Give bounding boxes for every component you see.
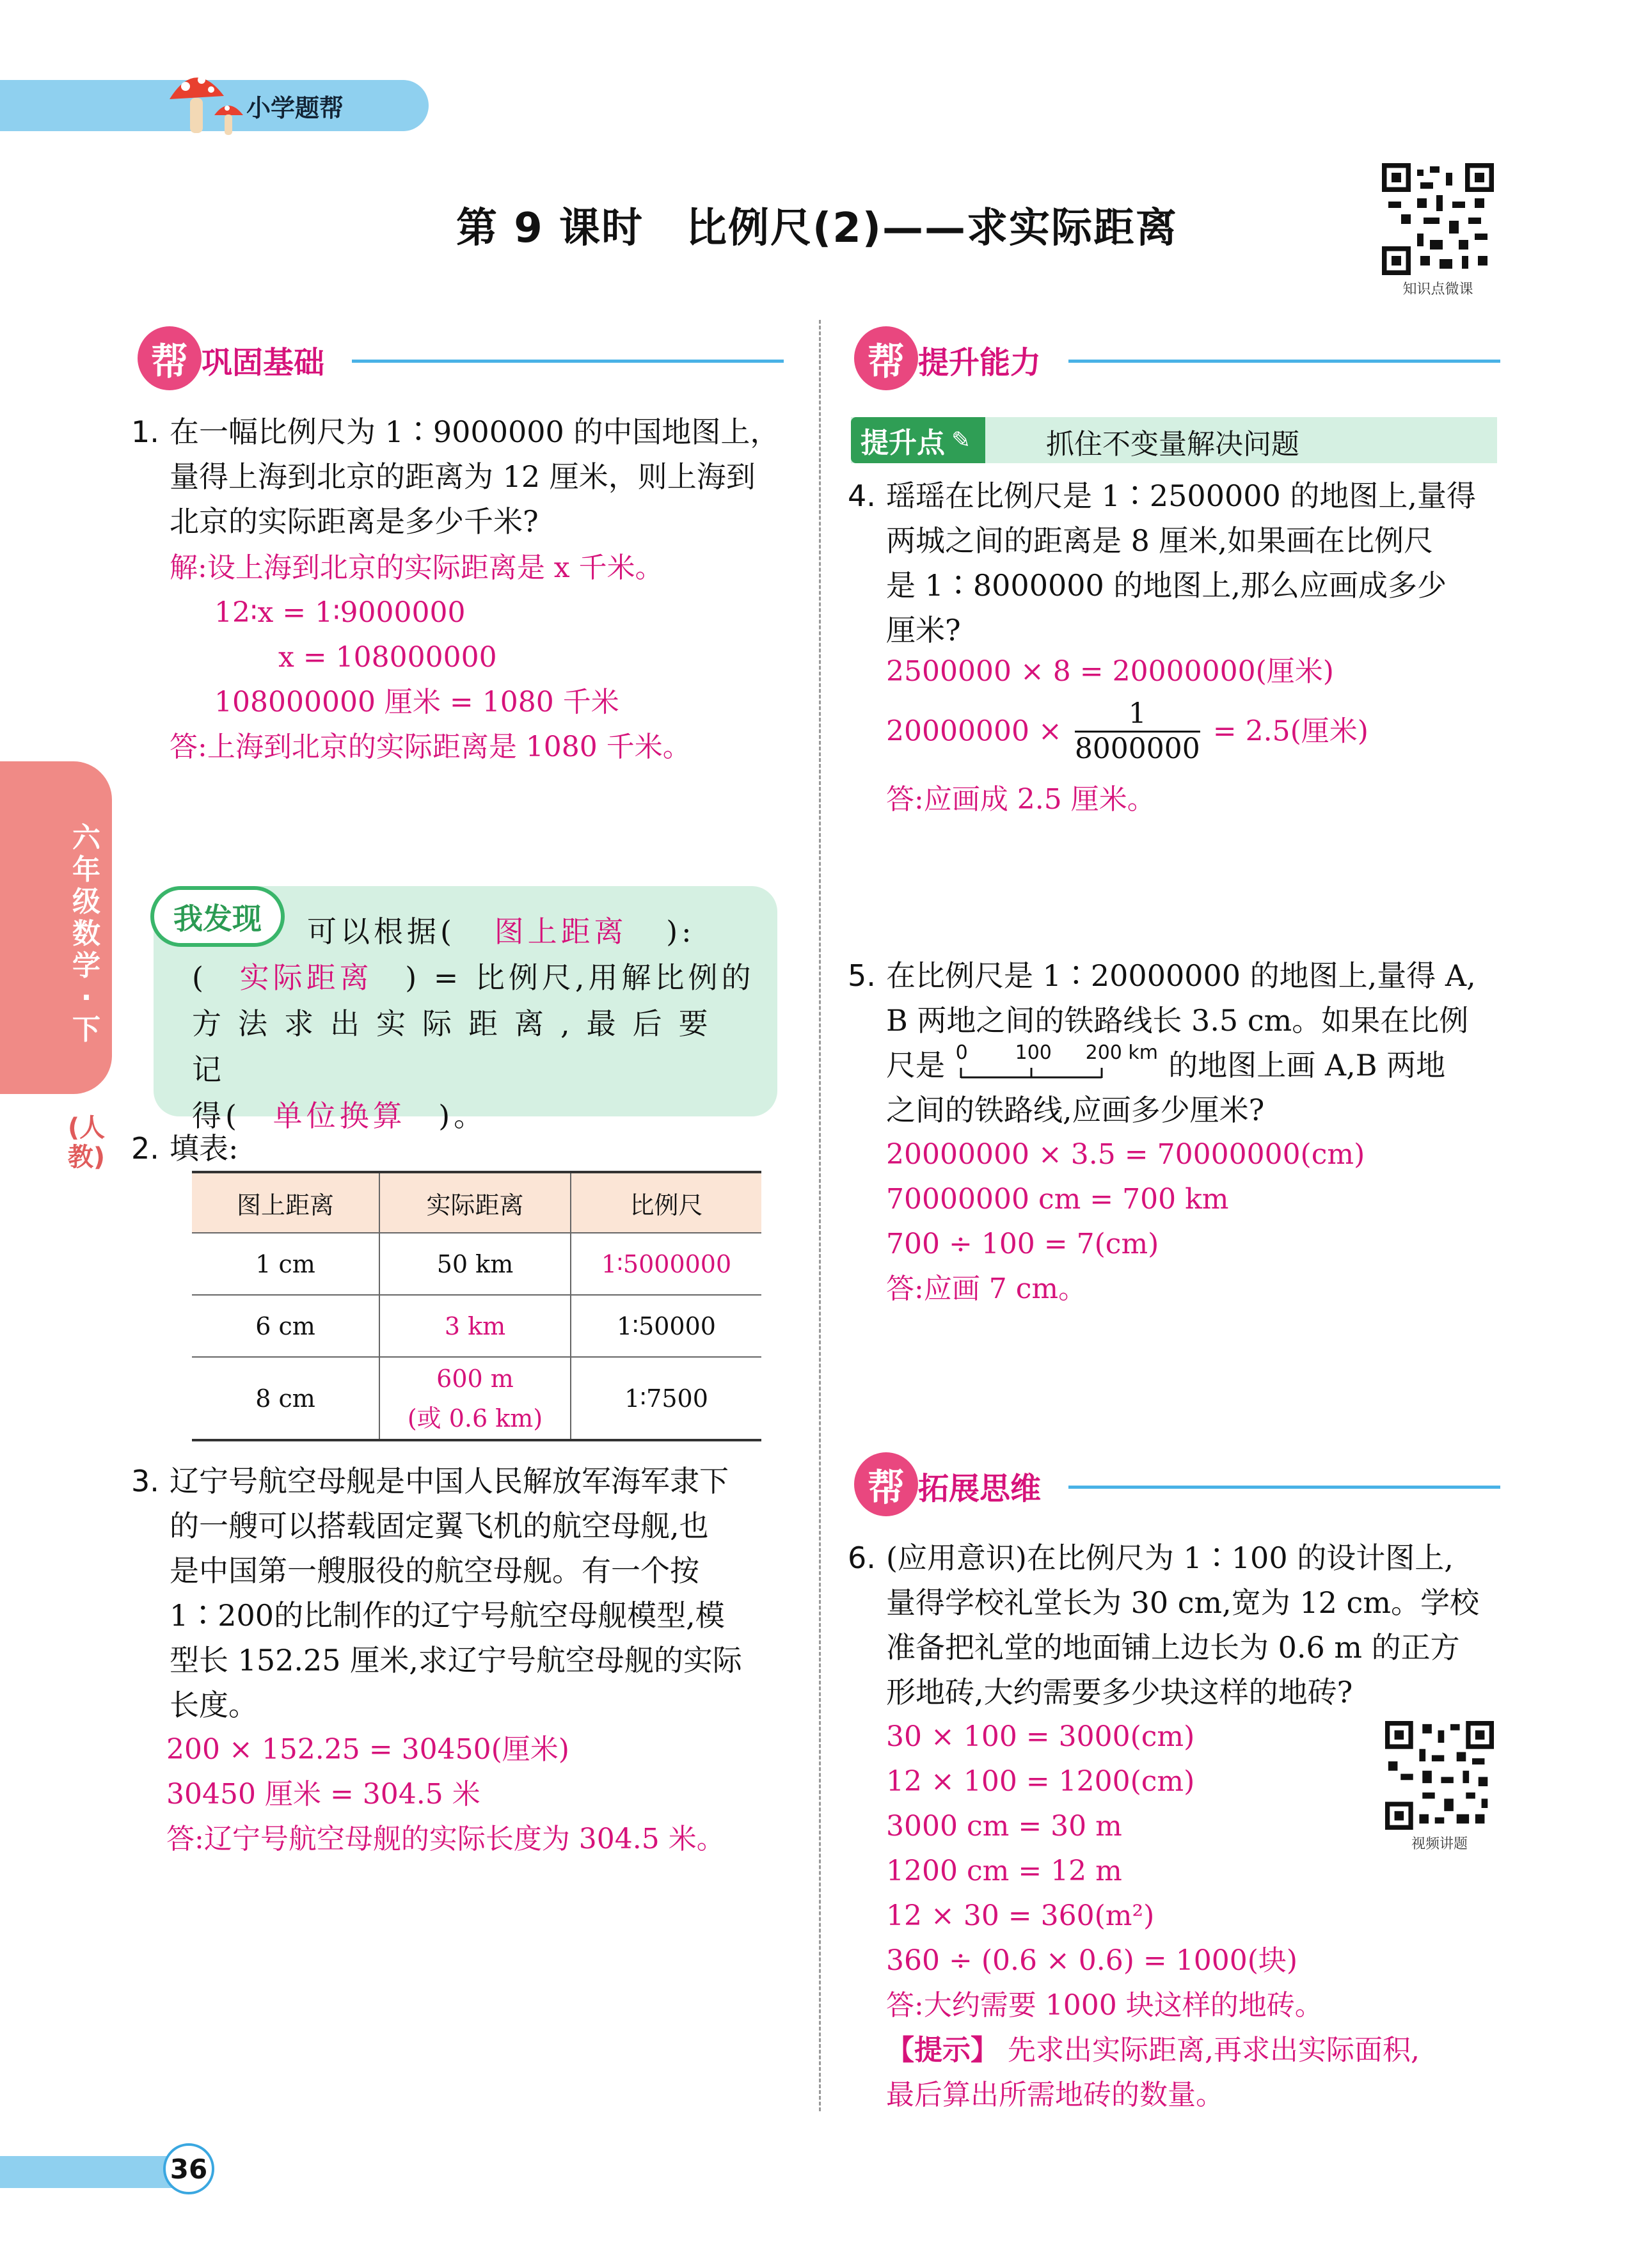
q2-number: 2. — [131, 1131, 159, 1166]
table-header: 比例尺 — [571, 1172, 761, 1233]
table-row — [192, 1233, 761, 1295]
q5-answer-line-1: 20000000 × 3.5 = 70000000(cm) — [886, 1138, 1365, 1171]
qr-code-video[interactable] — [1385, 1721, 1494, 1830]
q6-hint-tag: 【提示】 — [886, 2034, 999, 2066]
scale-label-100: 100 — [1015, 1042, 1052, 1064]
section-extend-title: 拓展思维 — [918, 1471, 1042, 1507]
q3-answer-line-3: 答:辽宁号航空母舰的实际长度为 304.5 米。 — [166, 1823, 725, 1855]
q6-hint-text-1: 先求出实际距离,再求出实际面积, — [1008, 2034, 1420, 2066]
q6-answer-line-1: 30 × 100 = 3000(cm) — [886, 1720, 1195, 1753]
q1-answer-line-3: x = 108000000 — [278, 641, 497, 674]
q4-answer-line-2 — [886, 697, 1368, 766]
table-cell-answer: 3 km — [379, 1295, 571, 1357]
q6-answer-line-3: 3000 cm = 30 m — [886, 1810, 1122, 1843]
discovery-l1-c: ): — [666, 914, 695, 949]
q6-answer-line-5: 12 × 30 = 360(m²) — [886, 1899, 1155, 1932]
table-cell-answer-line-2: (或 0.6 km) — [407, 1404, 543, 1432]
tip-text: 抓住不变量解决问题 — [1046, 428, 1299, 461]
q4-fraction — [1075, 697, 1200, 766]
qr-caption-video: 视频讲题 — [1411, 1836, 1468, 1852]
q6-answer-line-6: 360 ÷ (0.6 × 0.6) = 1000(块) — [886, 1944, 1298, 1977]
discovery-text — [192, 908, 755, 1139]
q5-line-4: 之间的铁路线,应画多少厘米? — [886, 1093, 1265, 1127]
discovery-badge: 我发现 — [150, 886, 285, 947]
discovery-l1-a: 可以根据( — [307, 914, 456, 949]
discovery-blank-1: 图上距离 — [494, 914, 628, 949]
table-cell-answer-line-1: 600 m — [436, 1364, 514, 1393]
table-header: 实际距离 — [379, 1172, 571, 1233]
q1-line-1: 在一幅比例尺为 1∶9000000 的中国地图上， — [170, 415, 780, 449]
table-cell: 6 cm — [192, 1295, 379, 1357]
q5-line-3a: 尺是 — [886, 1048, 945, 1082]
q5-answer-line-4: 答:应画 7 cm。 — [886, 1273, 1087, 1305]
discovery-l4-a: 得( — [192, 1098, 241, 1133]
q3-answer — [166, 1727, 806, 1862]
q6-answer-line-7: 答:大约需要 1000 块这样的地砖。 — [886, 1989, 1323, 2022]
section-basic-line — [352, 360, 784, 363]
discovery-l2-a: ( — [192, 960, 207, 995]
table-header: 图上距离 — [192, 1172, 379, 1233]
qr-code-top[interactable] — [1382, 163, 1494, 275]
q3-line-6: 长度。 — [170, 1688, 258, 1722]
q3-line-2: 的一艘可以搭载固定翼飞机的航空母舰,也 — [170, 1509, 709, 1543]
q1-text — [170, 409, 784, 544]
q4-fraction-numerator: 1 — [1075, 697, 1200, 733]
q1-answer-line-4: 108000000 厘米 = 1080 千米 — [214, 686, 619, 718]
q6-line-1: (应用意识)在比例尺为 1∶100 的设计图上, — [886, 1541, 1454, 1575]
table-cell: 1∶50000 — [571, 1295, 761, 1357]
qr-caption-top: 知识点微课 — [1402, 282, 1473, 297]
q1-answer-line-1: 解:设上海到北京的实际距离是 x 千米。 — [170, 551, 663, 584]
discovery-l3: 方法求出实际距离,最后要记 — [192, 1006, 725, 1087]
q4-number: 4. — [848, 479, 876, 513]
tip-tag-label: 提升点 — [861, 427, 945, 459]
q5-answer — [886, 1132, 1500, 1312]
fill-table — [192, 1171, 761, 1441]
q5-line-3 — [886, 1043, 1500, 1088]
section-basic-badge: 帮 — [138, 326, 202, 390]
side-tab-grade: 六年级数学·下 — [72, 821, 100, 1046]
q5-text — [886, 953, 1500, 1132]
q6-line-3: 准备把礼堂的地面铺上边长为 0.6 m 的正方 — [886, 1630, 1460, 1665]
mushroom-logo-icon — [163, 61, 246, 144]
page-number: 36 — [163, 2143, 214, 2194]
q6-answer-line-2: 12 × 100 = 1200(cm) — [886, 1765, 1195, 1798]
discovery-blank-2: 实际距离 — [239, 960, 373, 995]
q5-number: 5. — [848, 958, 876, 993]
table-cell-answer: 1∶5000000 — [571, 1233, 761, 1295]
q5-line-1: 在比例尺是 1∶20000000 的地图上,量得 A, — [886, 958, 1476, 993]
q3-answer-line-1: 200 × 152.25 = 30450(厘米) — [166, 1733, 569, 1766]
q1-line-2: 量得上海到北京的距离为 12 厘米，则上海到 — [170, 459, 756, 494]
section-basic-header — [138, 326, 784, 390]
q3-line-3: 是中国第一艘服役的航空母舰。有一个按 — [170, 1553, 699, 1588]
q3-line-4: 1∶200的比制作的辽宁号航空母舰模型,模 — [170, 1598, 725, 1633]
side-tab-edition: (人教) — [67, 1113, 106, 1172]
section-basic-title: 巩固基础 — [202, 345, 325, 381]
q4-line-3: 是 1∶8000000 的地图上,那么应画成多少 — [886, 568, 1447, 603]
q4-text — [886, 473, 1500, 653]
section-improve-badge: 帮 — [854, 326, 918, 390]
q4-line-2: 两城之间的距离是 8 厘米,如果画在比例尺 — [886, 523, 1434, 558]
section-improve-line — [1068, 360, 1500, 363]
section-improve-header — [854, 326, 1500, 390]
q6-answer-line-4: 1200 cm = 12 m — [886, 1855, 1122, 1887]
q3-line-1: 辽宁号航空母舰是中国人民解放军海军隶下 — [170, 1464, 729, 1498]
table-cell: 1∶7500 — [571, 1357, 761, 1440]
scale-label-200: 200 km — [1085, 1042, 1159, 1064]
table-row — [192, 1295, 761, 1357]
q4-answer-2a: 20000000 × — [886, 715, 1062, 748]
section-improve-title: 提升能力 — [918, 345, 1042, 381]
q5-line-3b: 的地图上画 A,B 两地 — [1168, 1048, 1446, 1082]
q1-line-3: 北京的实际距离是多少千米? — [170, 504, 539, 539]
table-cell: 1 cm — [192, 1233, 379, 1295]
table-cell: 8 cm — [192, 1357, 379, 1440]
q6-line-4: 形地砖,大约需要多少块这样的地砖? — [886, 1675, 1353, 1709]
q4-answer-line-1: 2500000 × 8 = 20000000(厘米) — [886, 655, 1334, 688]
pencil-icon: ✎ — [951, 427, 971, 454]
discovery-l4-c: )。 — [438, 1098, 488, 1133]
page-title: 第 9 课时 比例尺(2)——求实际距离 — [456, 205, 1178, 252]
section-extend-header — [854, 1452, 1500, 1516]
section-extend-badge: 帮 — [854, 1452, 918, 1516]
q4-answer-2b: = 2.5(厘米) — [1212, 715, 1368, 748]
q5-line-2: B 两地之间的铁路线长 3.5 cm。如果在比例 — [886, 1003, 1469, 1038]
q6-line-2: 量得学校礼堂长为 30 cm,宽为 12 cm。学校 — [886, 1585, 1479, 1620]
q4-fraction-denominator: 8000000 — [1074, 733, 1200, 765]
discovery-l2-c: ) = 比例尺,用解比例的 — [405, 960, 755, 995]
q3-line-5: 型长 152.25 厘米,求辽宁号航空母舰的实际 — [170, 1643, 742, 1677]
q5-answer-line-2: 70000000 cm = 700 km — [886, 1183, 1229, 1216]
q6-hint-line-1 — [886, 2028, 1500, 2073]
q1-number: 1. — [131, 415, 159, 449]
q3-answer-line-2: 30450 厘米 = 304.5 米 — [166, 1778, 480, 1811]
discovery-blank-3: 单位换算 — [273, 1098, 406, 1133]
scale-label-0: 0 — [955, 1042, 968, 1064]
table-cell: 50 km — [379, 1233, 571, 1295]
q6-text — [886, 1535, 1500, 1715]
q3-number: 3. — [131, 1464, 159, 1498]
q2-text: 填表: — [170, 1131, 239, 1166]
section-extend-line — [1068, 1486, 1500, 1489]
q4-answer-line-3: 答:应画成 2.5 厘米。 — [886, 783, 1155, 816]
q3-text — [170, 1459, 797, 1727]
q1-answer-line-5: 答:上海到北京的实际距离是 1080 千米。 — [170, 731, 691, 763]
tip-tag — [851, 417, 985, 463]
table-row — [192, 1357, 761, 1440]
column-divider — [819, 320, 821, 2111]
table-cell-answer — [379, 1357, 571, 1440]
q1-answer — [170, 546, 797, 770]
q6-number: 6. — [848, 1541, 876, 1575]
q4-line-4: 厘米? — [886, 613, 961, 647]
brand-name: 小学题帮 — [246, 94, 344, 122]
q5-answer-line-3: 700 ÷ 100 = 7(cm) — [886, 1228, 1159, 1260]
q4-line-1: 瑶瑶在比例尺是 1∶2500000 的地图上,量得 — [886, 479, 1476, 513]
q6-hint-text-2: 最后算出所需地砖的数量。 — [886, 2079, 1224, 2111]
q1-answer-line-2: 12∶x = 1∶9000000 — [214, 596, 466, 629]
scale-bar — [955, 1042, 1159, 1087]
